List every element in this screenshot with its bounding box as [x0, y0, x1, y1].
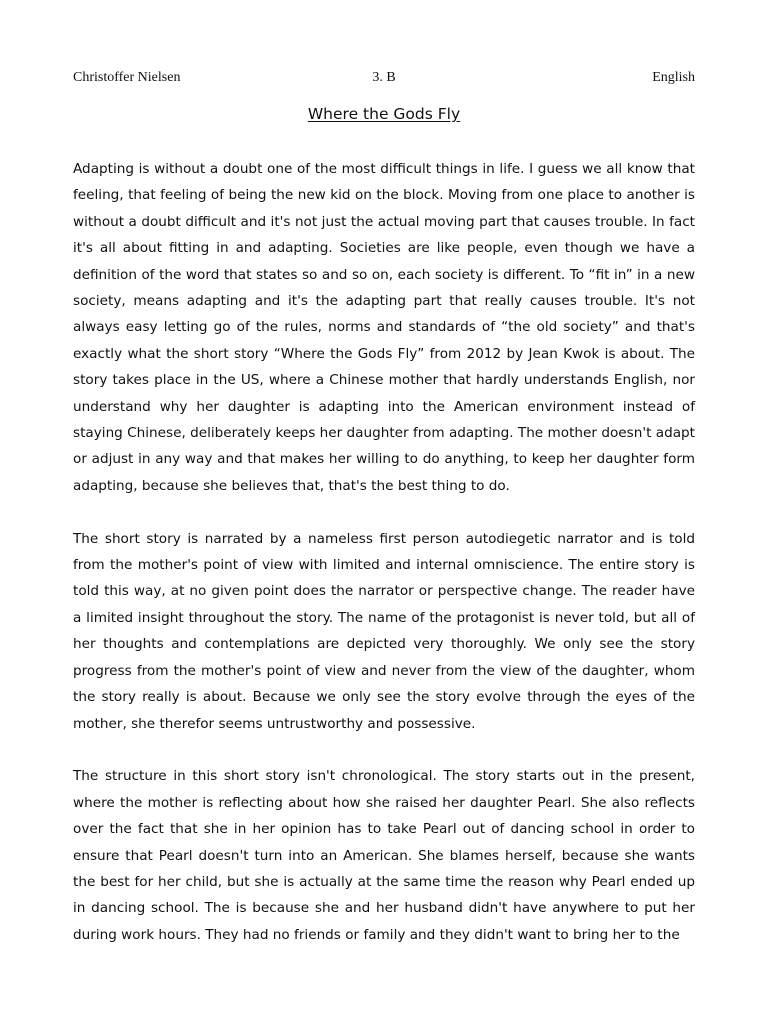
page-header	[73, 68, 695, 88]
paragraph-3: The structure in this short story isn't chronological. The story starts out in the present, where the mother is reflecting about how she raised her daughter Pearl. She also reflects over the fact that she in her opinion has to take Pearl out of dancing school in order to ensure that Pearl doesn't turn into an American. She blames herself, because she wants the best for her child, but she is actually at the same time the reason why Pearl ended up in dancing school. The is because she and her husband didn't have anywhere to put her during work hours. They had no friends or family and they didn't want to bring her to the	[73, 768, 695, 943]
class-label: 3. B	[372, 70, 396, 85]
paragraph-1: Adapting is without a doubt one of the most difficult things in life. I guess we all know that feeling, that feeling of being the new kid on the block. Moving from one place to another is without a doubt difficult and it's not just the actual moving part that causes trouble. In fact it's all about fitting in and adapting. Societies are like people, even though we have a definition of the word that states so and so on, each society is different. To “fit in” in a new society, means adapting and it's the adapting part that really causes trouble. It's not always easy letting go of the rules, norms and standards of “the old society” and that's exactly what the short story “Where the Gods Fly” from 2012 by Jean Kwok is about. The story takes place in the US, where a Chinese mother that hardly understands English, nor understand why her daughter is adapting into the American environment instead of staying Chinese, deliberately keeps her daughter from adapting. The mother doesn't adapt or adjust in any way and that makes her willing to do anything, to keep her daughter form adapting, because she believes that, that's the best thing to do.	[73, 161, 695, 494]
essay-title: Where the Gods Fly	[307, 105, 461, 123]
subject-label: English	[652, 70, 695, 85]
essay-body	[73, 156, 695, 975]
paragraph-2: The short story is narrated by a nameless first person autodiegetic narrator and is told from the mother's point of view with limited and internal omniscience. The entire story is told this way, at no given point does the narrator or perspective change. The reader have a limited insight throughout the story. The name of the protagonist is never told, but all of her thoughts and contemplations are depicted very thoroughly. We only see the story progress from the mother's point of view and never from the view of the daughter, whom the story really is about. Because we only see the story evolve through the eyes of the mother, she therefor seems untrustworthy and possessive.	[73, 530, 695, 732]
author-name: Christoffer Nielsen	[73, 70, 181, 85]
